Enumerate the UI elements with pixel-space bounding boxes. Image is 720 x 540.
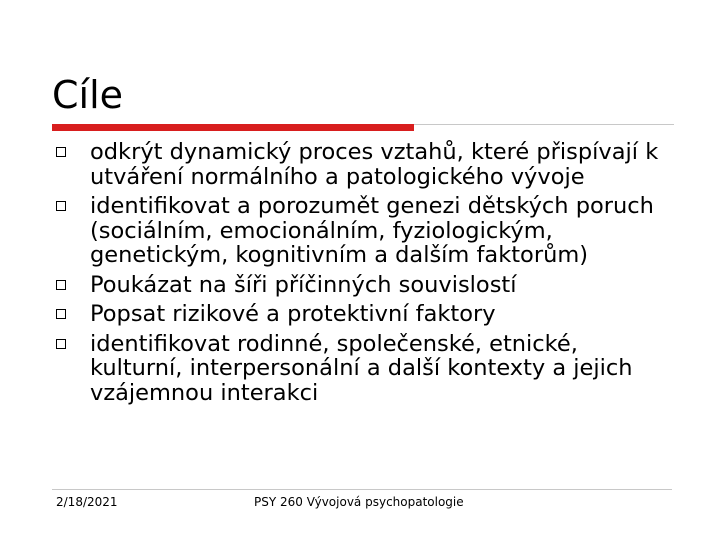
footer-date: 2/18/2021 <box>56 495 118 509</box>
footer-course-title: PSY 260 Vývojová psychopatologie <box>254 495 464 509</box>
bullet-text: identifikovat rodinné, společenské, etnické, kulturní, interpersonální a další kontexty a jejich vzájemnou interakci <box>90 330 633 406</box>
hollow-square-bullet-icon <box>56 201 66 211</box>
bullet-item <box>56 332 676 406</box>
hollow-square-bullet-icon <box>56 339 66 349</box>
hollow-square-bullet-icon <box>56 309 66 319</box>
bullet-item <box>56 194 676 268</box>
bullet-list <box>56 140 676 410</box>
bullet-text: identifikovat a porozumět genezi dětských poruch (sociálním, emocionálním, fyziologickým, genetickým, kognitivním a dalším faktorům) <box>90 193 654 268</box>
bullet-text: Poukázat na šíři příčinných souvislostí <box>90 271 517 298</box>
bullet-text: Popsat rizikové a protektivní faktory <box>90 301 496 327</box>
hollow-square-bullet-icon <box>56 147 66 157</box>
bullet-item <box>56 140 676 189</box>
slide-title: Cíle <box>52 73 124 117</box>
bullet-item <box>56 273 676 298</box>
bullet-item <box>56 302 676 327</box>
footer-divider <box>52 489 672 490</box>
hollow-square-bullet-icon <box>56 280 66 290</box>
bullet-text: odkrýt dynamický proces vztahů, které přispívají k utváření normálního a patologického vývoje <box>90 139 659 190</box>
title-accent-bar <box>52 124 414 131</box>
